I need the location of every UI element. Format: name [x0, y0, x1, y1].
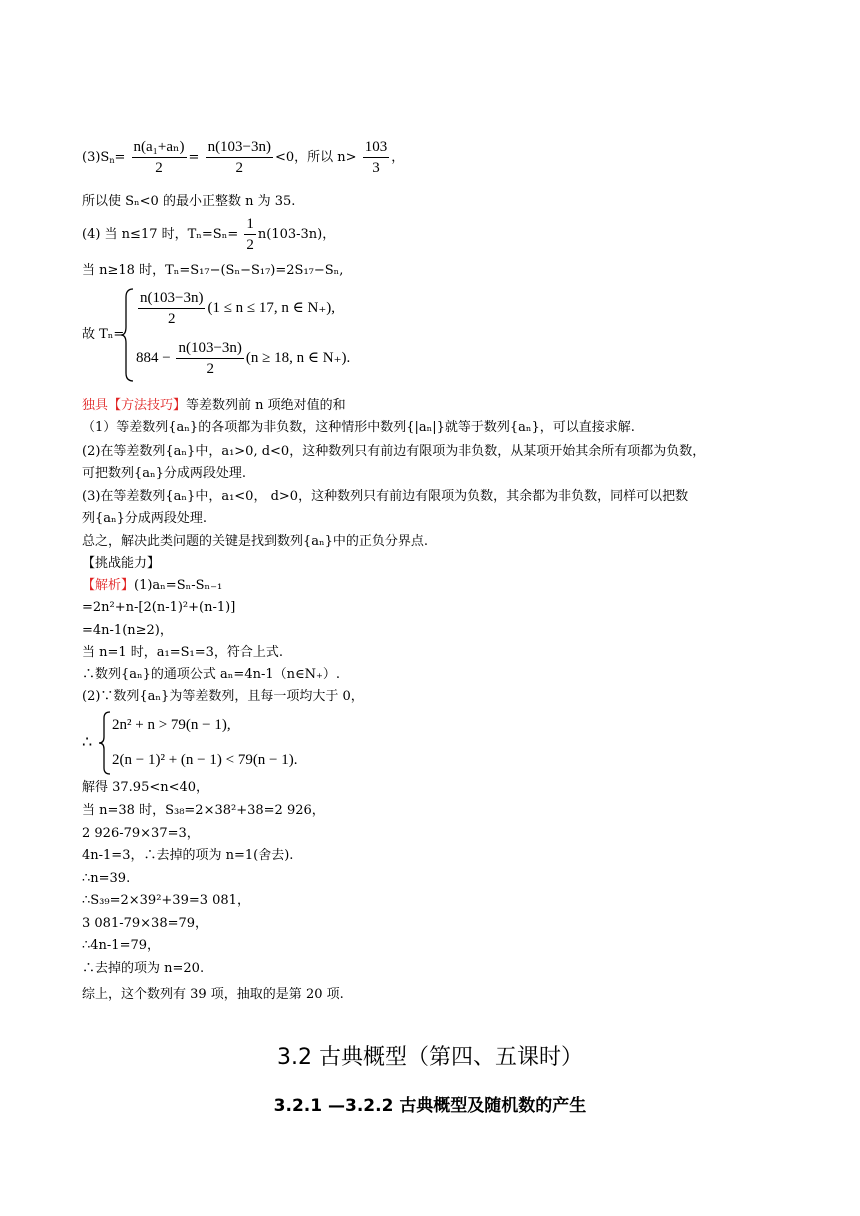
tips-item: 可把数列{aₙ}分成两段处理. [82, 466, 247, 481]
jiexi-label: 【解析】 [82, 578, 135, 593]
solution-line: ∴S₃₉=2×39²+39=3 081， [82, 893, 250, 908]
tips-heading [82, 397, 346, 415]
solution-line: =2n²+n-[2(n-1)²+(n-1)] [82, 600, 236, 615]
tips-label: 独具【方法技巧】 [82, 398, 187, 413]
inequality-2: 2(n − 1)² + (n − 1) < 79(n − 1). [112, 752, 298, 768]
part4-line1: (4) 当 n≤17 时，Tₙ=Sₙ= $\frac{1}{2}$ n(103-3n)， [82, 216, 336, 253]
solution-line: 【解析】(1)aₙ=Sₙ-Sₙ₋₁ [82, 578, 223, 593]
fraction-expression: $\frac{n(103-3n)}{2}$ [207, 139, 272, 176]
inequality-1: 2n² + n > 79(n − 1), [112, 717, 231, 733]
therefore-symbol: ∴ [82, 732, 93, 751]
solution-line: 当 n=1 时，a₁=S₁=3，符合上式. [82, 645, 284, 660]
solution-line: 3 081-79×38=79， [82, 916, 209, 931]
part4-gu: 故 Tₙ= [82, 327, 125, 342]
part3-label: (3)S [82, 150, 110, 165]
fraction-103-3: $\frac{103}{3}$ [364, 139, 388, 176]
tips-title: 等差数列前 n 项绝对值的和 [186, 398, 346, 413]
tips-item: (2)在等差数列{aₙ}中，a₁>0, d<0，这种数列只有前边有限项为非负数，从某项开始其余所有项都为负数， [82, 444, 706, 459]
challenge-heading: 【挑战能力】 [82, 556, 161, 571]
section-title: 3.2 古典概型（第四、五课时） [277, 1045, 583, 1070]
solution-line: ∴n=39. [82, 871, 131, 886]
solution-line: 当 n=38 时，S₃₈=2×38²+38=2 926， [82, 803, 325, 818]
solution-line: 解得 37.95<n<40， [82, 780, 210, 795]
fraction-sum: $\frac{\text{n(a₁+aₙ)}}{2}$ [133, 139, 185, 176]
case-1: $\frac{n(103-3n)}{2}$ (1 ≤ n ≤ 17, n ∈ N₊), [140, 290, 336, 327]
solution-summary: 综上，这个数列有 39 项，抽取的是第 20 项. [82, 987, 344, 1002]
solution-line: ∴去掉的项为 n=20. [82, 961, 205, 976]
solution-line: 4n-1=3，∴去掉的项为 n=1(舍去). [82, 848, 294, 863]
solution-line: ∴4n-1=79， [82, 938, 161, 953]
tips-item: （1）等差数列{aₙ}的各项都为非负数，这种情形中数列{|aₙ|}就等于数列{aₙ}，可以直接求解. [82, 420, 635, 435]
left-brace-icon [98, 710, 112, 776]
tips-summary: 总之，解决此类问题的关键是找到数列{aₙ}中的正负分界点. [82, 534, 429, 549]
solution-line: (2)∵数列{aₙ}为等差数列，且每一项均大于 0， [82, 689, 364, 704]
section-subtitle: 3.2.1 —3.2.2 古典概型及随机数的产生 [273, 1096, 587, 1116]
case-2: 884 − $\frac{n(103-3n)}{2}$ (n ≥ 18, n ∈ N₊). [136, 340, 351, 377]
solution-line: ∴数列{aₙ}的通项公式 aₙ=4n-1（n∈N₊）. [82, 667, 340, 682]
part4-line2: 当 n≥18 时，Tₙ=S₁₇−(Sₙ−S₁₇)=2S₁₇−Sₙ, [82, 263, 344, 278]
left-brace-icon [120, 287, 136, 383]
tips-item: (3)在等差数列{aₙ}中，a₁<0， d>0，这种数列只有前边有限项为负数，其余都为非负数，同样可以把数 [82, 489, 689, 504]
solution-line: 2 926-79×37=3， [82, 826, 200, 841]
solution-line: =4n-1(n≥2)， [82, 623, 173, 638]
fraction-half: $\frac{1}{2}$ [246, 216, 254, 253]
tips-item: 列{aₙ}分成两段处理. [82, 511, 208, 526]
part3-conclusion: 所以使 Sₙ<0 的最小正整数 n 为 35. [82, 194, 296, 209]
part3-equation: $(3)S_n=$ $\frac{\text{n(a₁+aₙ)}}{2}$ = $\frac{n(103-3n)}{2}$ <0，所以 n> $\frac{103}{3}$ ， [82, 139, 405, 176]
